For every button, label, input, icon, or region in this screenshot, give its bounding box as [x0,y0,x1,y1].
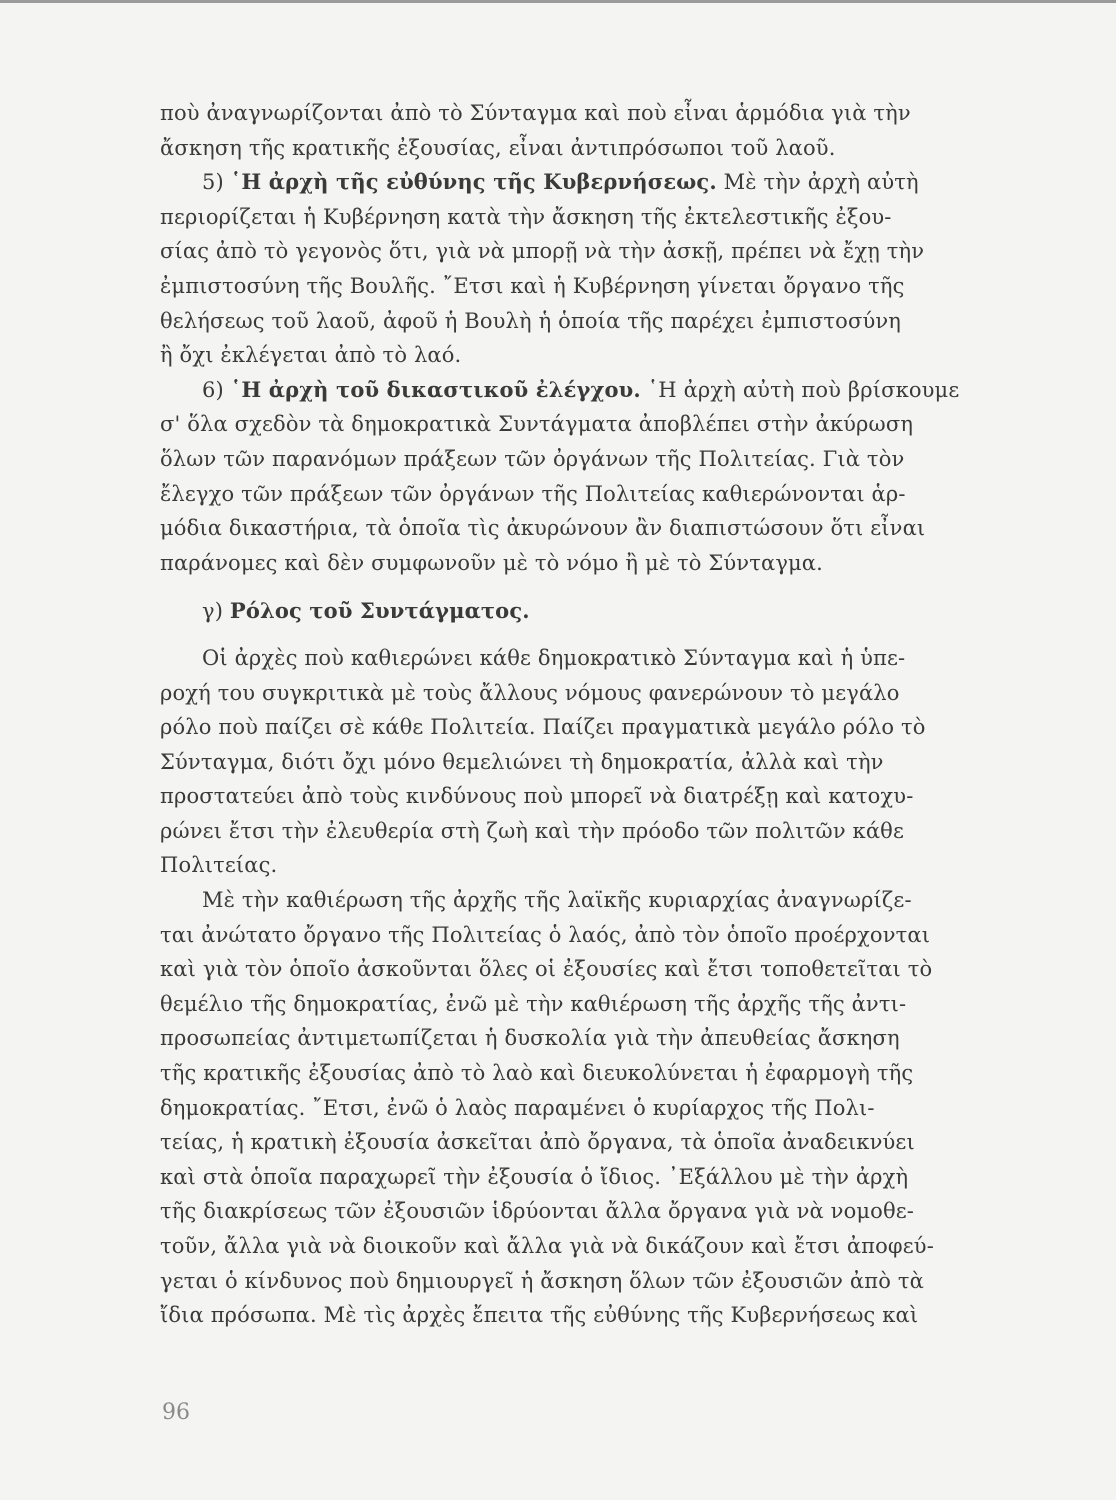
paragraph-start: Μὲ τὴν καθιέρωση τῆς ἀρχῆς τῆς λαϊκῆς κυριαρχίας ἀναγνωρίζε- [202,888,912,913]
text-line: προσωπείας ἀντιμετωπίζεται ἡ δυσκολία γιὰ τὴν ἀπευθείας ἄσκηση [160,1026,900,1051]
text-line: ται ἀνώτατο ὄργανο τῆς Πολιτείας ὁ λαός, ἀπὸ τὸν ὁποῖο προέρχονται [160,922,931,947]
text-line: περιορίζεται ἡ Κυβέρνηση κατὰ τὴν ἄσκηση τῆς ἐκτελεστικῆς ἐξου- [160,204,892,229]
text-line: Πολιτείας. [160,853,278,878]
section-heading [160,594,1010,629]
text-fragment: Μὲ τὴν ἀρχὴ αὐτὴ [716,170,919,195]
text-line: ἐμπιστοσύνη τῆς Βουλῆς. ῎Ετσι καὶ ἡ Κυβέρνηση γίνεται ὄργανο τῆς [160,273,905,298]
text-line: δημοκρατίας. ῎Ετσι, ἐνῶ ὁ λαὸς παραμένει ὁ κυρίαρχος τῆς Πολι- [160,1095,875,1120]
text-line: προστατεύει ἀπὸ τοὺς κινδύνους ποὺ μπορεῖ νὰ διατρέξῃ καὶ κατοχυ- [160,784,914,809]
item-number: 6) [202,377,231,402]
spacer [160,629,1010,641]
text-line: καὶ γιὰ τὸν ὁποῖο ἀσκοῦνται ὅλες οἱ ἐξουσίες καὶ ἔτσι τοποθετεῖται τὸ [160,957,933,982]
section-letter: γ) [202,599,230,624]
text-line: ρώνει ἔτσι τὴν ἐλευθερία στὴ ζωὴ καὶ τὴν πρόοδο τῶν πολιτῶν κάθε [160,818,904,843]
principle-5-line [160,165,1010,200]
text-line: ἔλεγχο τῶν πράξεων τῶν ὀργάνων τῆς Πολιτείας καθιερώνονται ἁρ- [160,481,906,506]
text-line: τείας, ἡ κρατικὴ ἐξουσία ἀσκεῖται ἀπὸ ὄργανα, τὰ ὁποῖα ἀναδεικνύει [160,1130,915,1155]
text-line: Σύνταγμα, διότι ὄχι μόνο θεμελιώνει τὴ δημοκρατία, ἀλλὰ καὶ τὴν [160,749,884,774]
text-line: θελήσεως τοῦ λαοῦ, ἀφοῦ ἡ Βουλὴ ἡ ὁποία τῆς παρέχει ἐμπιστοσύνη [160,308,902,333]
text-line: ἄσκηση τῆς κρατικῆς ἐξουσίας, εἶναι ἀντιπρόσωποι τοῦ λαοῦ. [160,135,836,160]
text-line: καὶ στὰ ὁποῖα παραχωρεῖ τὴν ἐξουσία ὁ ἴδιος. ᾿Εξάλλου μὲ τὴν ἀρχὴ [160,1164,909,1189]
section-title: Ρόλος τοῦ Συντάγματος. [229,598,530,624]
item-number: 5) [202,170,231,195]
text-line: ἴδια πρόσωπα. Μὲ τὶς ἀρχὲς ἔπειτα τῆς εὐθύνης τῆς Κυβερνήσεως καὶ [160,1303,919,1328]
spacer [160,580,1010,594]
principle-6-title: ῾Η ἀρχὴ τοῦ δικαστικοῦ ἐλέγχου. [230,376,641,402]
text-line: τοῦν, ἄλλα γιὰ νὰ διοικοῦν καὶ ἄλλα γιὰ νὰ δικάζουν καὶ ἔτσι ἀποφεύ- [160,1234,934,1258]
principle-6-line [160,373,1010,408]
text-line: ποὺ ἀναγνωρίζονται ἀπὸ τὸ Σύνταγμα καὶ ποὺ εἶναι ἁρμόδια γιὰ τὴν [160,101,911,125]
text-line: σ' ὅλα σχεδὸν τὰ δημοκρατικὰ Συντάγματα ἀποβλέπει στὴν ἀκύρωση [160,412,914,437]
text-line: τῆς κρατικῆς ἐξουσίας ἀπὸ τὸ λαὸ καὶ διευκολύνεται ἡ ἐφαρμογὴ τῆς [160,1061,914,1086]
text-line: ὅλων τῶν παρανόμων πράξεων τῶν ὀργάνων τῆς Πολιτείας. Γιὰ τὸν [160,446,905,471]
page-number: 96 [162,1400,190,1425]
text-line: παράνομες καὶ δὲν συμφωνοῦν μὲ τὸ νόμο ἢ μὲ τὸ Σύνταγμα. [160,550,823,575]
top-edge-rule [0,0,1116,3]
page-body [160,96,1010,1333]
text-line: σίας ἀπὸ τὸ γεγονὸς ὅτι, γιὰ νὰ μπορῇ νὰ τὴν ἀσκῇ, πρέπει νὰ ἔχῃ τὴν [160,239,925,264]
text-line: ρόλο ποὺ παίζει σὲ κάθε Πολιτεία. Παίζει πραγματικὰ μεγάλο ρόλο τὸ [160,715,926,740]
text-line: ροχή του συγκριτικὰ μὲ τοὺς ἄλλους νόμους φανερώνουν τὸ μεγάλο [160,680,900,705]
text-line: ἢ ὄχι ἐκλέγεται ἀπὸ τὸ λαό. [160,343,462,368]
text-fragment: ῾Η ἀρχὴ αὐτὴ ποὺ βρίσκουμε [640,377,960,402]
text-line: γεται ὁ κίνδυνος ποὺ δημιουργεῖ ἡ ἄσκηση ὅλων τῶν ἐξουσιῶν ἀπὸ τὰ [160,1268,924,1293]
text-line: θεμέλιο τῆς δημοκρατίας, ἐνῶ μὲ τὴν καθιέρωση τῆς ἀρχῆς τῆς ἀντι- [160,991,907,1016]
text-line: μόδια δικαστήρια, τὰ ὁποῖα τὶς ἀκυρώνουν ἂν διαπιστώσουν ὅτι εἶναι [160,516,926,541]
text-line: τῆς διακρίσεως τῶν ἐξουσιῶν ἱδρύονται ἄλλα ὄργανα γιὰ νὰ νομοθε- [160,1199,915,1224]
principle-5-title: ῾Η ἀρχὴ τῆς εὐθύνης τῆς Κυβερνήσεως. [230,169,717,195]
paragraph-start: Οἱ ἀρχὲς ποὺ καθιερώνει κάθε δημοκρατικὸ Σύνταγμα καὶ ἡ ὑπε- [202,645,906,670]
